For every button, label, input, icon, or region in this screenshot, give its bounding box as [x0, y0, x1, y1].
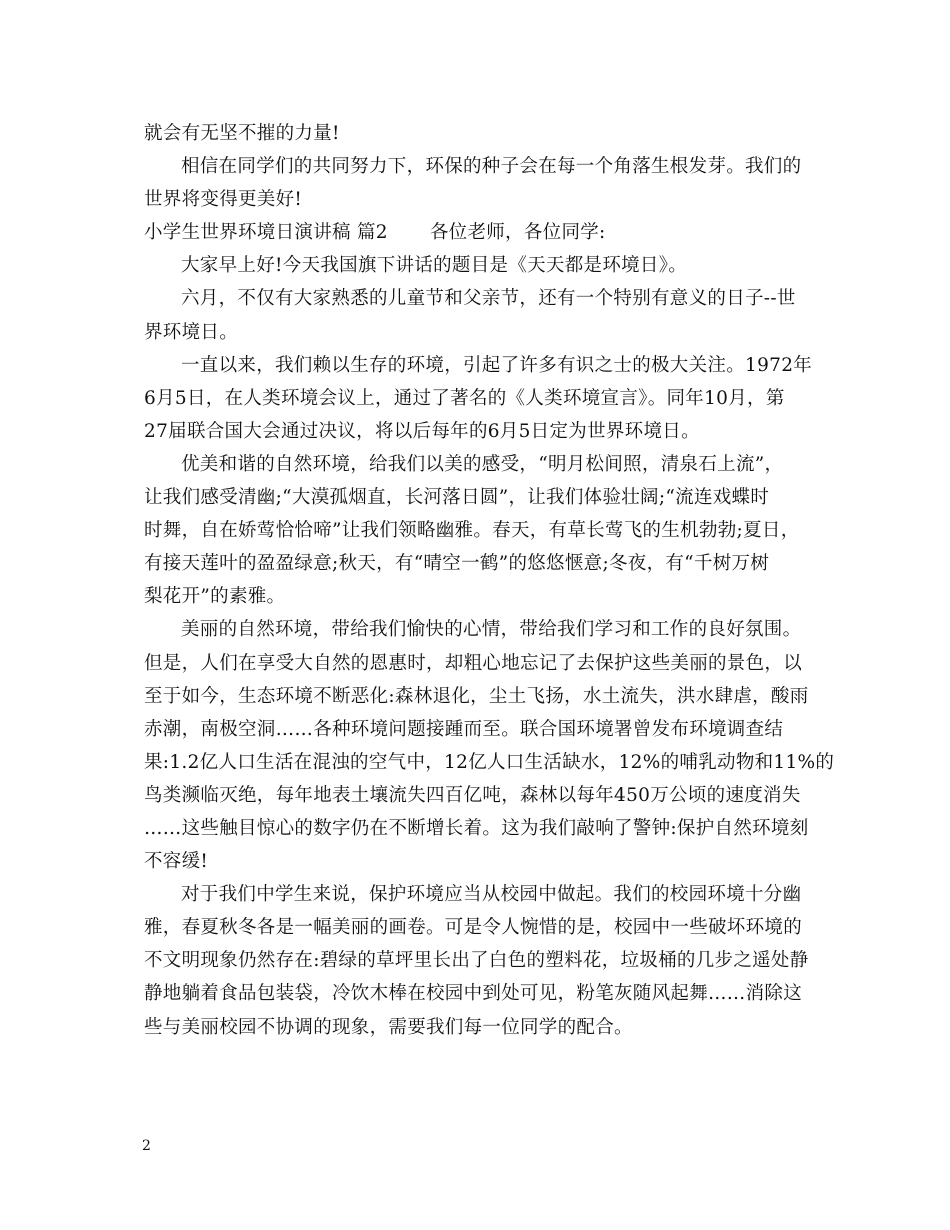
text-line: 大家早上好!今天我国旗下讲话的题目是《天天都是环境日》。	[181, 255, 688, 277]
text-line: 些与美丽校园不协调的现象，需要我们每一位同学的配合。	[144, 1016, 633, 1038]
page-number: 2	[142, 1138, 151, 1154]
text-line: 果:1.2亿人口生活在混浊的空气中，12亿人口生活缺水，12%的哺乳动物和11%的	[144, 751, 835, 773]
text-line: 雅，春夏秋冬各是一幅美丽的画卷。可是令人惋惜的是，校园中一些破坏环境的	[144, 917, 803, 939]
salutation: 各位老师，各位同学:	[429, 222, 606, 244]
text-line: 不文明现象仍然存在:碧绿的草坪里长出了白色的塑料花，垃圾桶的几步之遥处静	[144, 950, 809, 972]
text-line: 梨花开”的素雅。	[144, 586, 286, 608]
text-line: 优美和谐的自然环境，给我们以美的感受，“明月松间照，清泉石上流”，	[181, 453, 784, 475]
text-line: 鸟类濒临灭绝，每年地表土壤流失四百亿吨，森林以每年450万公顷的速度消失	[144, 784, 801, 806]
text-line: 美丽的自然环境，带给我们愉快的心情，带给我们学习和工作的良好氛围。	[181, 619, 802, 641]
text-line: 世界将变得更美好!	[144, 189, 303, 211]
body-text	[144, 117, 835, 1044]
section-heading-line	[144, 216, 814, 249]
text-line: ……这些触目惊心的数字仍在不断增长着。这为我们敲响了警钟:保护自然环境刻	[144, 817, 809, 839]
text-line: 不容缓!	[144, 851, 209, 873]
text-line: 27届联合国大会通过决议，将以后每年的6月5日定为世界环境日。	[144, 420, 700, 442]
text-line: 赤潮，南极空洞……各种环境问题接踵而至。联合国环境署曾发布环境调查结	[144, 718, 784, 740]
text-line: 界环境日。	[144, 321, 239, 343]
text-line: 但是，人们在享受大自然的恩惠时，却粗心地忘记了去保护这些美丽的景色，以	[144, 652, 803, 674]
text-line: 6月5日，在人类环境会议上，通过了著名的《人类环境宣言》。同年10月，第	[144, 387, 785, 409]
text-line: 一直以来，我们赖以生存的环境，引起了许多有识之士的极大关注。1972年	[181, 354, 813, 376]
text-line: 就会有无坚不摧的力量!	[144, 123, 340, 144]
text-line: 静地躺着食品包装袋，冷饮木棒在校园中到处可见，粉笔灰随风起舞……消除这	[144, 983, 803, 1005]
text-line: 对于我们中学生来说，保护环境应当从校园中做起。我们的校园环境十分幽	[181, 884, 802, 906]
section-heading: 小学生世界环境日演讲稿 篇2	[144, 222, 388, 244]
text-line: 相信在同学们的共同努力下，环保的种子会在每一个角落生根发芽。我们的	[181, 156, 802, 178]
text-line: 让我们感受清幽;“大漠孤烟直，长河落日圆”，让我们体验壮阔;“流连戏蝶时	[144, 487, 770, 509]
text-line: 时舞，自在娇莺恰恰啼”让我们领略幽雅。春天，有草长莺飞的生机勃勃;夏日，	[144, 520, 800, 542]
text-line: 至于如今，生态环境不断恶化:森林退化，尘土飞扬，水土流失，洪水肆虐，酸雨	[144, 685, 809, 707]
text-line: 有接天莲叶的盈盈绿意;秋天，有“晴空一鹤”的悠悠惬意;冬夜，有“千树万树	[144, 553, 770, 575]
text-line: 六月，不仅有大家熟悉的儿童节和父亲节，还有一个特别有意义的日子--世	[181, 288, 796, 310]
